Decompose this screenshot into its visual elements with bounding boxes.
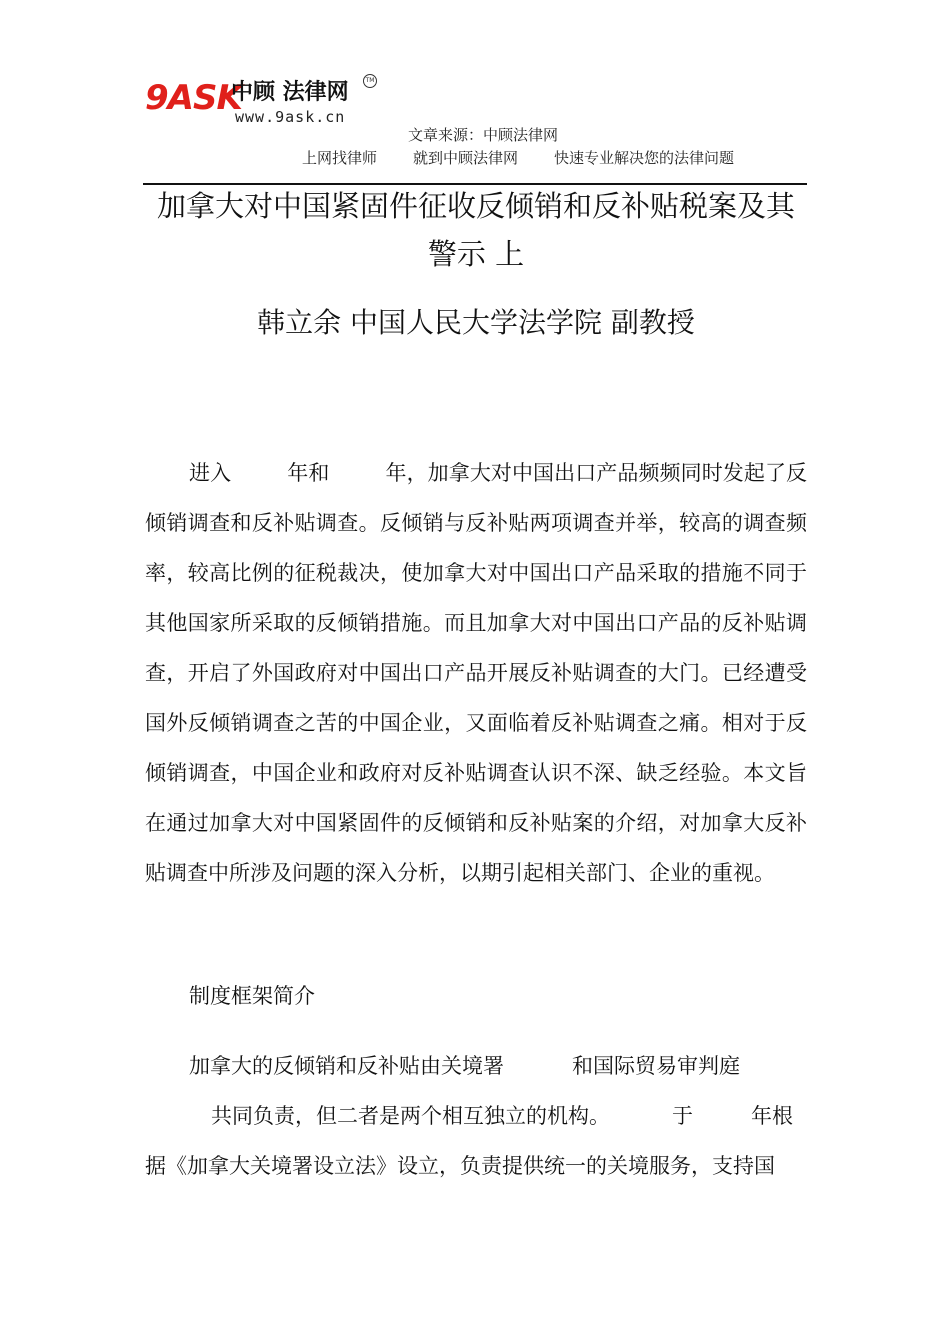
trademark-icon: TM	[363, 74, 377, 88]
logo-mark: 9ASK	[145, 78, 242, 118]
logo-name: 中顾 法律网	[231, 80, 349, 105]
slogan-part-3: 快速专业解决您的法律问题	[554, 149, 735, 167]
body-line-1: 加拿大的反倾销和反补贴由关境署 和国际贸易审判庭	[189, 1054, 740, 1078]
section-heading: 制度框架简介	[189, 984, 315, 1008]
body-line-2: 共同负责，但二者是两个相互独立的机构。 于 年根	[211, 1104, 793, 1128]
intro-paragraph: 进入 年和 年，加拿大对中国出口产品频频同时发起了反倾销调查和反补贴调查。反倾销与反补贴两项调查并举，较高的调查频率，较高比例的征税裁决，使加拿大对中国出口产品采取的措施不同于其他国家所采取的反倾销措施。而且加拿大对中国出口产品的反补贴调查，开启了外国政府对中国出口产品开展反补贴调查的大门。已经遭受国外反倾销调查之苦的中国企业，又面临着反补贴调查之痛。相对于反倾销调查，中国企业和政府对反补贴调查认识不深、缺乏经验。本文旨在通过加拿大对中国紧固件的反倾销和反补贴案的介绍，对加拿大反补贴调查中所涉及问题的深入分析，以期引起相关部门、企业的重视。	[145, 461, 808, 885]
article-author: 韩立余 中国人民大学法学院 副教授	[257, 306, 695, 339]
title-line-2: 警示 上	[427, 237, 525, 271]
article-source: 文章来源：中顾法律网	[408, 126, 559, 144]
title-line-1: 加拿大对中国紧固件征收反倾销和反补贴税案及其	[156, 189, 795, 223]
site-logo[interactable]	[145, 74, 375, 130]
body-line-3: 据《加拿大关境署设立法》设立，负责提供统一的关境服务，支持国	[145, 1154, 775, 1178]
logo-url[interactable]: www.9ask.cn	[235, 108, 346, 126]
site-slogan	[302, 147, 750, 168]
slogan-part-2: 就到中顾法律网	[413, 149, 519, 167]
slogan-part-1: 上网找律师	[302, 149, 378, 167]
article-title	[145, 182, 807, 278]
